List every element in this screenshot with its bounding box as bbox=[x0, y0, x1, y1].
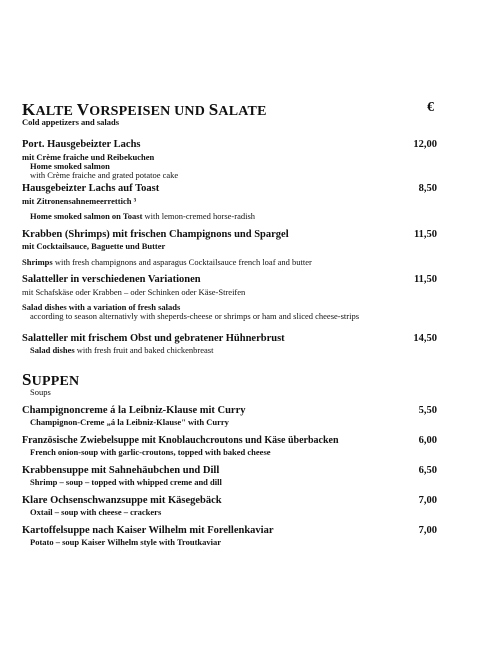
menu-item-translation: Home smoked salmon on Toast with lemon-cremed horse-radish bbox=[30, 211, 256, 221]
menu-item-price: 5,50 bbox=[418, 405, 437, 416]
menu-item-title: Französische Zwiebelsuppe mit Knoblauchcroutons und Käse überbacken bbox=[22, 435, 339, 446]
menu-item-title: Port. Hausgebeizter Lachs bbox=[22, 139, 141, 150]
menu-item-price: 6,50 bbox=[418, 465, 437, 476]
menu-item-title: Hausgebeizter Lachs auf Toast bbox=[22, 183, 160, 194]
section-subtitle-cold: Cold appetizers and salads bbox=[22, 117, 120, 127]
menu-item-title: Champignoncreme á la Leibniz-Klause mit Curry bbox=[22, 405, 246, 416]
menu-item-title: Kartoffelsuppe nach Kaiser Wilhelm mit Forellenkaviar bbox=[22, 525, 274, 536]
menu-item-title: Krabben (Shrimps) mit frischen Champignons und Spargel bbox=[22, 229, 289, 240]
menu-item-detail: mit Crème fraiche und Reibekuchen bbox=[22, 152, 155, 162]
section-heading-soups: SUPPEN bbox=[22, 370, 80, 389]
menu-item-price: 7,00 bbox=[418, 525, 437, 536]
menu-item-title: Salatteller in verschiedenen Variationen bbox=[22, 274, 201, 285]
menu-item-price: 11,50 bbox=[413, 229, 437, 240]
menu-item-price: 12,00 bbox=[413, 139, 437, 150]
menu-item-price: 14,50 bbox=[413, 333, 437, 344]
menu-item-title: Klare Ochsenschwanzsuppe mit Käsegebäck bbox=[22, 495, 222, 506]
menu-item-price: 6,00 bbox=[418, 435, 437, 446]
menu-item-translation: Oxtail – soup with cheese – crackers bbox=[30, 507, 162, 517]
menu-item-price: 11,50 bbox=[413, 274, 437, 285]
menu-item-translation: Salad dishes with fresh fruit and baked chickenbreast bbox=[30, 345, 214, 355]
menu-item-detail: mit Cocktailsauce, Baguette und Butter bbox=[22, 241, 166, 251]
menu-item-translation: Home smoked salmon bbox=[30, 161, 110, 171]
menu-item-detail: mit Schafskäse oder Krabben – oder Schinken oder Käse-Streifen bbox=[22, 287, 246, 297]
menu-item-title: Krabbensuppe mit Sahnehäubchen und Dill bbox=[22, 465, 220, 476]
menu-item-price: 8,50 bbox=[418, 183, 437, 194]
menu-item-detail: mit Zitronensahnemeerrettich ³ bbox=[22, 196, 137, 206]
menu-item-title: Salatteller mit frischem Obst und gebratener Hühnerbrust bbox=[22, 333, 285, 344]
currency-symbol: € bbox=[427, 100, 434, 115]
menu-item-translation-detail: according to season alternativly with sheperds-cheese or shrimps or ham and sliced cheese-strips bbox=[30, 311, 360, 321]
section-subtitle-soups: Soups bbox=[30, 387, 51, 397]
menu-item-translation: Shrimp – soup – topped with whipped creme and dill bbox=[30, 477, 222, 487]
section-heading-cold: KALTE VORSPEISEN UND SALATE bbox=[22, 100, 267, 119]
menu-item-price: 7,00 bbox=[418, 495, 437, 506]
menu-item-translation: Potato – soup Kaiser Wilhelm style with Troutkaviar bbox=[30, 537, 222, 547]
menu-item-translation: French onion-soup with garlic-croutons, topped with baked cheese bbox=[30, 447, 271, 457]
menu-item-translation: Salad dishes with a variation of fresh salads bbox=[22, 302, 181, 312]
menu-item-translation: Champignon-Creme „á la Leibniz-Klause" with Curry bbox=[30, 417, 229, 427]
menu-item-translation: Shrimps with fresh champignons and asparagus Cocktailsauce french loaf and butter bbox=[22, 257, 312, 267]
menu-item-translation-detail: with Crème fraiche and grated potatoe cake bbox=[30, 170, 179, 180]
